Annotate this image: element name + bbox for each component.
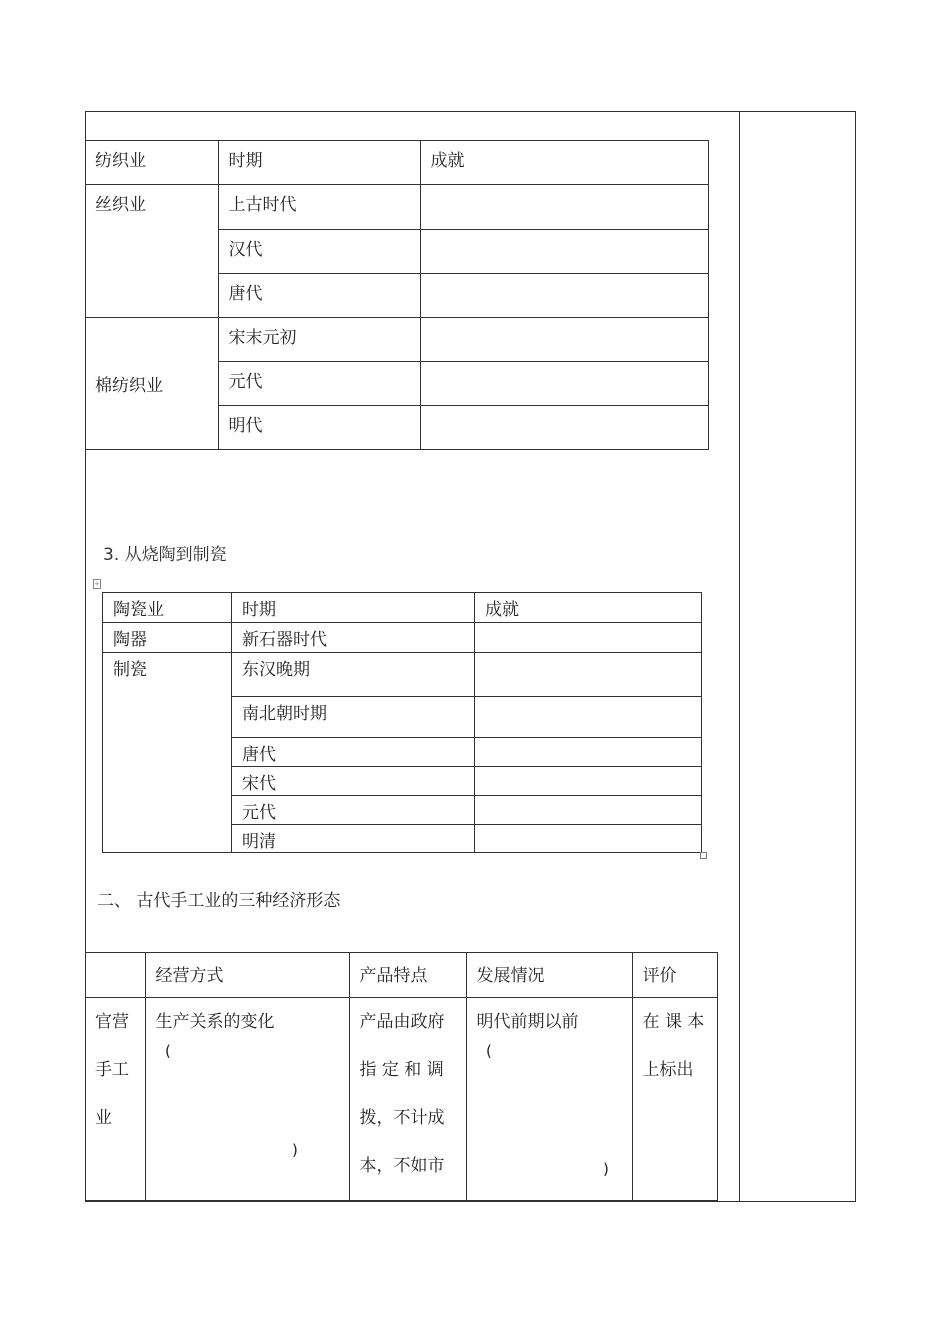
silk-achievement-3[interactable] [420,274,708,318]
cotton-achievement-2[interactable] [420,362,708,406]
textile-header-achievement: 成就 [420,141,708,185]
porcelain-period-6: 明清 [232,825,475,853]
table-anchor-icon[interactable]: + [94,580,100,588]
section-two-heading: 二、 古代手工业的三种经济形态 [97,891,341,911]
porcelain-achievement-4[interactable] [475,767,702,796]
porcelain-period-2: 南北朝时期 [232,697,475,738]
silk-achievement-1[interactable] [420,185,708,230]
porcelain-period-3: 唐代 [232,738,475,767]
silk-period-2: 汉代 [218,230,420,274]
management-paren-open: ( [165,1042,171,1060]
table-resize-handle-icon[interactable] [700,852,707,859]
porcelain-period-1: 东汉晚期 [232,653,475,697]
cotton-period-3: 明代 [218,406,420,450]
official-product-cell: 产品由政府 指 定 和 调 拨，不计成 本，不如市 [349,998,466,1201]
porcelain-achievement-1[interactable] [475,653,702,697]
economy-table [85,952,718,1201]
official-development-cell[interactable]: 明代前期以前 [466,998,632,1201]
porcelain-label: 制瓷 [103,653,232,853]
cotton-achievement-3[interactable] [420,406,708,450]
textile-table [85,140,709,450]
pottery-achievement[interactable] [475,623,702,653]
cotton-achievement-1[interactable] [420,318,708,362]
porcelain-achievement-2[interactable] [475,697,702,738]
silk-period-3: 唐代 [218,274,420,318]
silk-industry-label: 丝织业 [85,185,218,318]
porcelain-achievement-3[interactable] [475,738,702,767]
margin-divider [739,111,740,1202]
official-management-cell[interactable]: 生产关系的变化 [145,998,349,1201]
cotton-period-2: 元代 [218,362,420,406]
porcelain-period-5: 元代 [232,796,475,825]
development-paren-close: ) [603,1160,609,1178]
official-handicraft-label: 官营 手工 业 [85,998,145,1201]
ceramics-section-title: 3. 从烧陶到制瓷 [103,545,227,565]
economy-header-product: 产品特点 [349,953,466,998]
pottery-label: 陶器 [103,623,232,653]
textile-header-industry: 纺织业 [85,141,218,185]
ceramics-header-period: 时期 [232,593,475,623]
management-paren-close: ) [292,1141,298,1159]
porcelain-period-4: 宋代 [232,767,475,796]
porcelain-achievement-5[interactable] [475,796,702,825]
porcelain-achievement-6[interactable] [475,825,702,853]
development-paren-open: ( [486,1042,492,1060]
ceramics-header-achievement: 成就 [475,593,702,623]
economy-header-development: 发展情况 [466,953,632,998]
ceramics-header-industry: 陶瓷业 [103,593,232,623]
economy-header-blank [85,953,145,998]
official-evaluation-cell: 在 课 本 上标出 [632,998,717,1201]
silk-achievement-2[interactable] [420,230,708,274]
economy-header-management: 经营方式 [145,953,349,998]
silk-period-1: 上古时代 [218,185,420,230]
economy-header-evaluation: 评价 [632,953,717,998]
cotton-period-1: 宋末元初 [218,318,420,362]
textile-header-period: 时期 [218,141,420,185]
cotton-industry-label: 棉纺织业 [85,318,218,450]
pottery-period: 新石器时代 [232,623,475,653]
ceramics-table [102,592,702,853]
